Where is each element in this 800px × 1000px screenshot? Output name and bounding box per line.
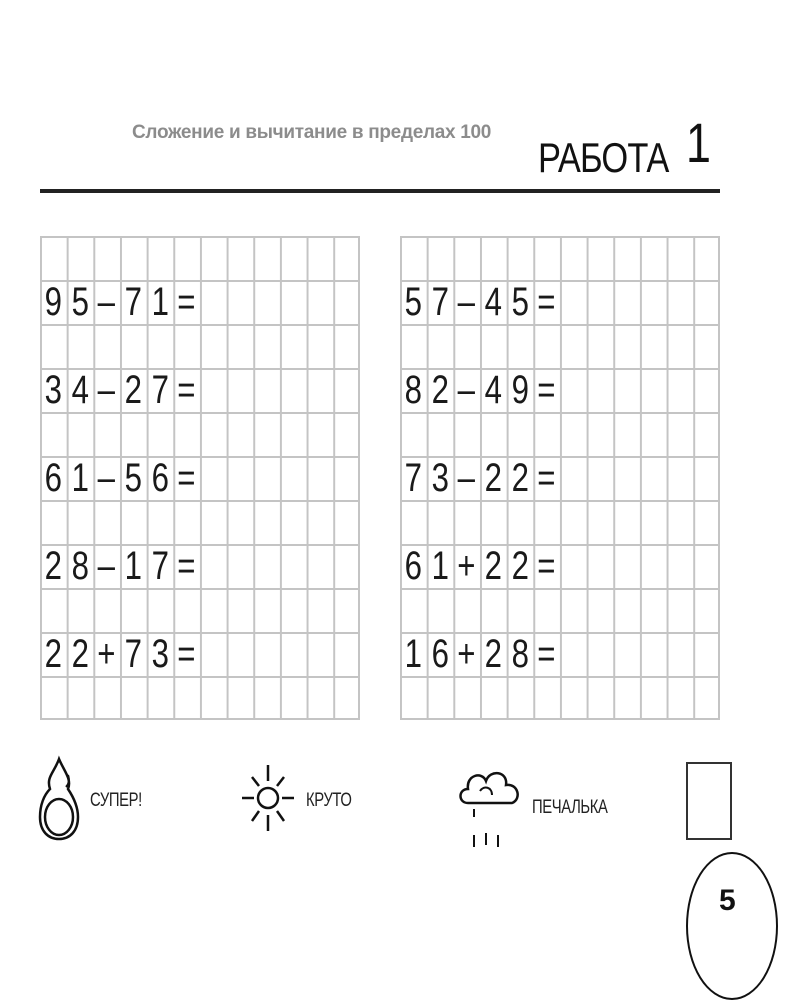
exercise-cell: 7	[151, 544, 169, 588]
grid-left	[40, 236, 360, 720]
exercise-cell: 1	[71, 456, 89, 500]
page-number: 5	[719, 884, 736, 917]
exercise-cell: 2	[511, 456, 529, 500]
exercise-cell: 7	[151, 368, 169, 412]
exercise-cell: 4	[484, 280, 502, 324]
exercise-cell: 5	[124, 456, 142, 500]
exercise-cell: 1	[151, 280, 169, 324]
exercise-cell: 1	[431, 544, 449, 588]
exercise-cell: 2	[44, 632, 63, 676]
exercise-cell: 8	[404, 368, 423, 412]
exercise-cell: –	[97, 280, 116, 324]
exercise-cell: 6	[44, 456, 63, 500]
rating-super	[38, 755, 156, 846]
exercise-cell: =	[177, 456, 196, 500]
exercise-cell: 7	[124, 280, 142, 324]
exercise-cell: 2	[511, 544, 529, 588]
exercise-cell: =	[177, 280, 196, 324]
rating-cool	[240, 755, 364, 846]
grid-right	[400, 236, 720, 720]
exercise-row	[40, 456, 200, 500]
exercise-cell: 2	[484, 456, 502, 500]
header-rule	[40, 189, 720, 193]
rating-label: СУПЕР!	[90, 789, 142, 811]
exercise-row	[400, 368, 560, 412]
exercise-cell: 6	[404, 544, 423, 588]
exercise-cell: +	[457, 632, 476, 676]
exercise-cell: 6	[431, 632, 449, 676]
exercise-cell: –	[97, 368, 116, 412]
work-number: 1	[686, 111, 711, 174]
exercise-cell: 8	[511, 632, 529, 676]
exercise-cell: 3	[431, 456, 449, 500]
exercise-cell: –	[97, 456, 116, 500]
exercise-row	[40, 544, 200, 588]
exercise-cell: =	[537, 456, 556, 500]
exercise-cell: 5	[71, 280, 89, 324]
exercise-cell: 2	[484, 544, 502, 588]
exercise-cell: –	[97, 544, 116, 588]
work-label: РАБОТА	[538, 134, 669, 181]
exercise-cell: 8	[71, 544, 89, 588]
score-box[interactable]	[686, 762, 732, 840]
exercise-cell: =	[177, 368, 196, 412]
worksheet-subtitle: Сложение и вычитание в пределах 100	[132, 122, 492, 143]
exercise-row	[400, 632, 560, 676]
exercise-row	[400, 280, 560, 324]
exercise-row	[40, 280, 200, 324]
exercise-cell: =	[177, 632, 196, 676]
fire-icon	[38, 755, 80, 846]
exercise-cell: 9	[511, 368, 529, 412]
exercise-row	[40, 632, 200, 676]
exercise-cell: 5	[404, 280, 423, 324]
rain-cloud-icon	[456, 755, 522, 860]
exercise-cell: 2	[124, 368, 142, 412]
exercise-cell: –	[457, 280, 476, 324]
exercise-cell: 2	[44, 544, 63, 588]
rating-label: КРУТО	[306, 789, 352, 811]
rating-label: ПЕЧАЛЬКА	[532, 796, 608, 818]
exercise-row	[400, 544, 560, 588]
exercise-cell: 2	[431, 368, 449, 412]
exercise-cell: –	[457, 368, 476, 412]
exercise-row	[40, 368, 200, 412]
exercise-cell: 3	[44, 368, 63, 412]
exercise-cell: 5	[511, 280, 529, 324]
rating-sad	[456, 755, 629, 860]
exercise-cell: 4	[71, 368, 89, 412]
sun-icon	[240, 755, 296, 846]
exercise-cell: =	[537, 632, 556, 676]
exercise-cell: 4	[484, 368, 502, 412]
exercise-cell: 1	[124, 544, 142, 588]
exercise-cell: –	[457, 456, 476, 500]
exercise-cell: +	[97, 632, 116, 676]
exercise-cell: 7	[404, 456, 423, 500]
exercise-cell: 7	[431, 280, 449, 324]
exercise-cell: +	[457, 544, 476, 588]
exercise-cell: 9	[44, 280, 63, 324]
exercise-cell: 6	[151, 456, 169, 500]
exercise-cell: 2	[71, 632, 89, 676]
exercise-cell: 2	[484, 632, 502, 676]
exercise-cell: 3	[151, 632, 169, 676]
exercise-cell: =	[537, 280, 556, 324]
exercise-cell: =	[537, 544, 556, 588]
exercise-row	[400, 456, 560, 500]
exercise-cell: =	[537, 368, 556, 412]
exercise-cell: 1	[404, 632, 423, 676]
exercise-cell: 7	[124, 632, 142, 676]
page-number-circle	[686, 852, 778, 1000]
exercise-cell: =	[177, 544, 196, 588]
